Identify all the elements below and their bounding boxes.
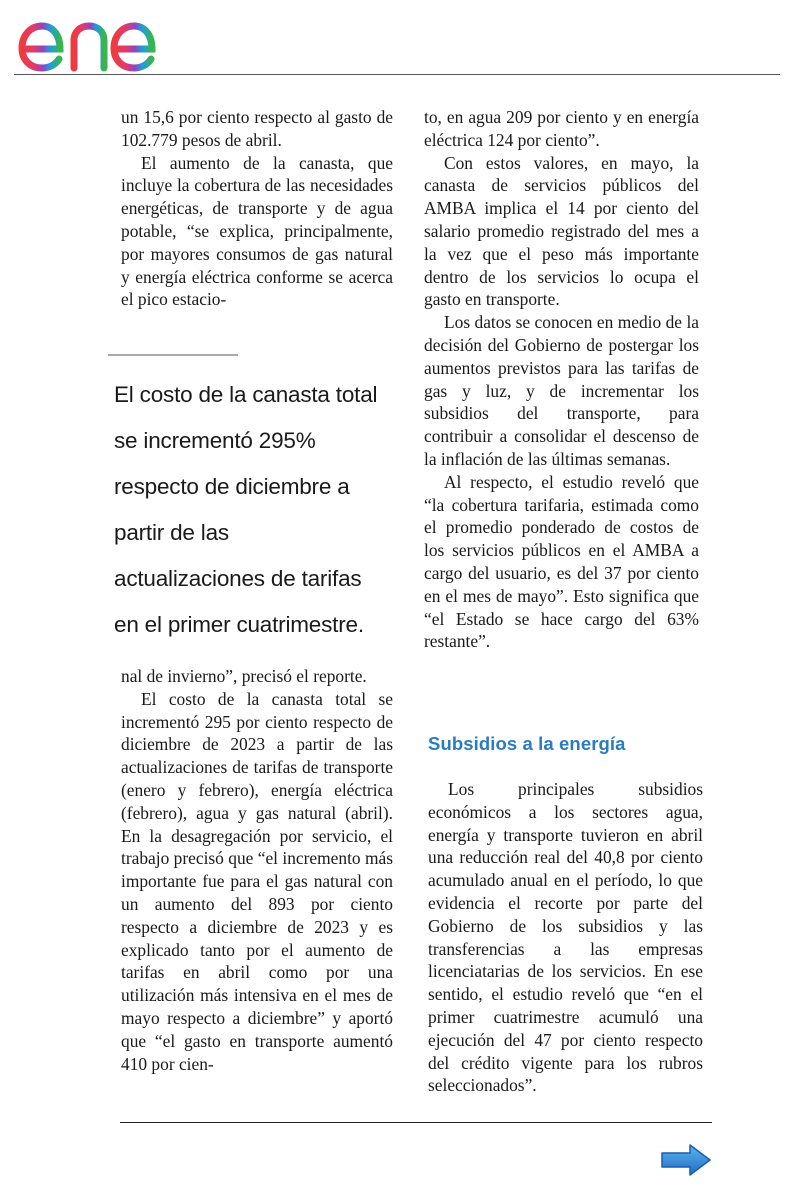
pull-quote-line: partir de las xyxy=(114,520,229,545)
footer-rule xyxy=(120,1122,712,1123)
enel-logo xyxy=(16,4,196,74)
right-column-top xyxy=(424,106,699,653)
pull-quote-rule xyxy=(108,354,238,356)
section-heading: Subsidios a la energía xyxy=(428,733,626,754)
header-rule xyxy=(14,74,780,75)
paragraph: Los datos se conocen en medio de la decisión del Gobierno de postergar los aumentos previstos para las tarifas de gas y luz, y de incrementar los subsidios del transporte, para contribuir a consolidar el descenso de la inflación de las últimas semanas. xyxy=(424,312,699,469)
paragraph: Con estos valores, en mayo, la canasta de servicios públicos del AMBA implica el 14 por ciento del salario promedio registrado del mes a la vez que el peso más importante dentro de los servicios lo ocupa el gasto en transporte. xyxy=(424,152,699,310)
right-column-bottom xyxy=(428,778,703,1097)
pull-quote-line: actualizaciones de tarifas xyxy=(114,566,362,591)
right-arrow-icon[interactable] xyxy=(660,1143,712,1177)
pull-quote-line: respecto de diciembre a xyxy=(114,474,350,499)
pull-quote-line: se incrementó 295% xyxy=(114,428,316,453)
pull-quote-line: en el primer cuatrimestre. xyxy=(114,612,364,637)
pull-quote xyxy=(114,372,404,648)
paragraph: Los principales subsidios económicos a los sectores agua, energía y transporte tuvieron en abril una reducción real del 40,8 por ciento acumulado anual en el período, lo que evidencia el recorte por parte del Gobierno de los subsidios y las transferencias a las empresas licenciatarias de los servicios. En ese sentido, el estudio reveló que “en el primer cuatrimestre acumuló una ejecución del 47 por ciento respecto del crédito vigente para los rubros seleccionados”. xyxy=(428,779,703,1096)
left-column-top xyxy=(121,106,393,311)
paragraph: un 15,6 por ciento respecto al gasto de 102.779 pesos de abril. xyxy=(121,107,393,150)
paragraph: El aumento de la canasta, que incluye la cobertura de las necesidades energéticas, de transporte y de agua potable, “se explica, principalmente, por mayores consumos de gas natural y energía eléctrica conforme se acerca el pico estacio- xyxy=(121,152,393,310)
paragraph: Al respecto, el estudio reveló que “la cobertura tarifaria, estimada como el promedio ponderado de costos de los servicios públicos en el AMBA a cargo del usuario, es del 37 por ciento en el mes de mayo”. Esto significa que “el Estado se hace cargo del 63% restante”. xyxy=(424,471,699,652)
paragraph: nal de invierno”, precisó el reporte. xyxy=(121,666,367,686)
paragraph: El costo de la canasta total se incrementó 295 por ciento respecto de diciembre de 2023 a partir de las actualizaciones de tarifas de transporte (enero y febrero), energía eléctrica (febrero), agua y gas natural (abril). En la desagregación por servicio, el trabajo precisó que “el incremento más importante fue para el gas natural con un aumento del 893 por ciento respecto a diciembre de 2023 y es explicado tanto por el aumento de tarifas en abril como por una utilización más intensiva en el mes de mayo respecto a diciembre” y aportó que “el gasto en transporte aumentó 410 por cien- xyxy=(121,688,393,1074)
left-column-bottom xyxy=(121,665,393,1075)
pull-quote-line: El costo de la canasta total xyxy=(114,382,378,407)
paragraph: to, en agua 209 por ciento y en energía eléctrica 124 por ciento”. xyxy=(424,107,699,150)
